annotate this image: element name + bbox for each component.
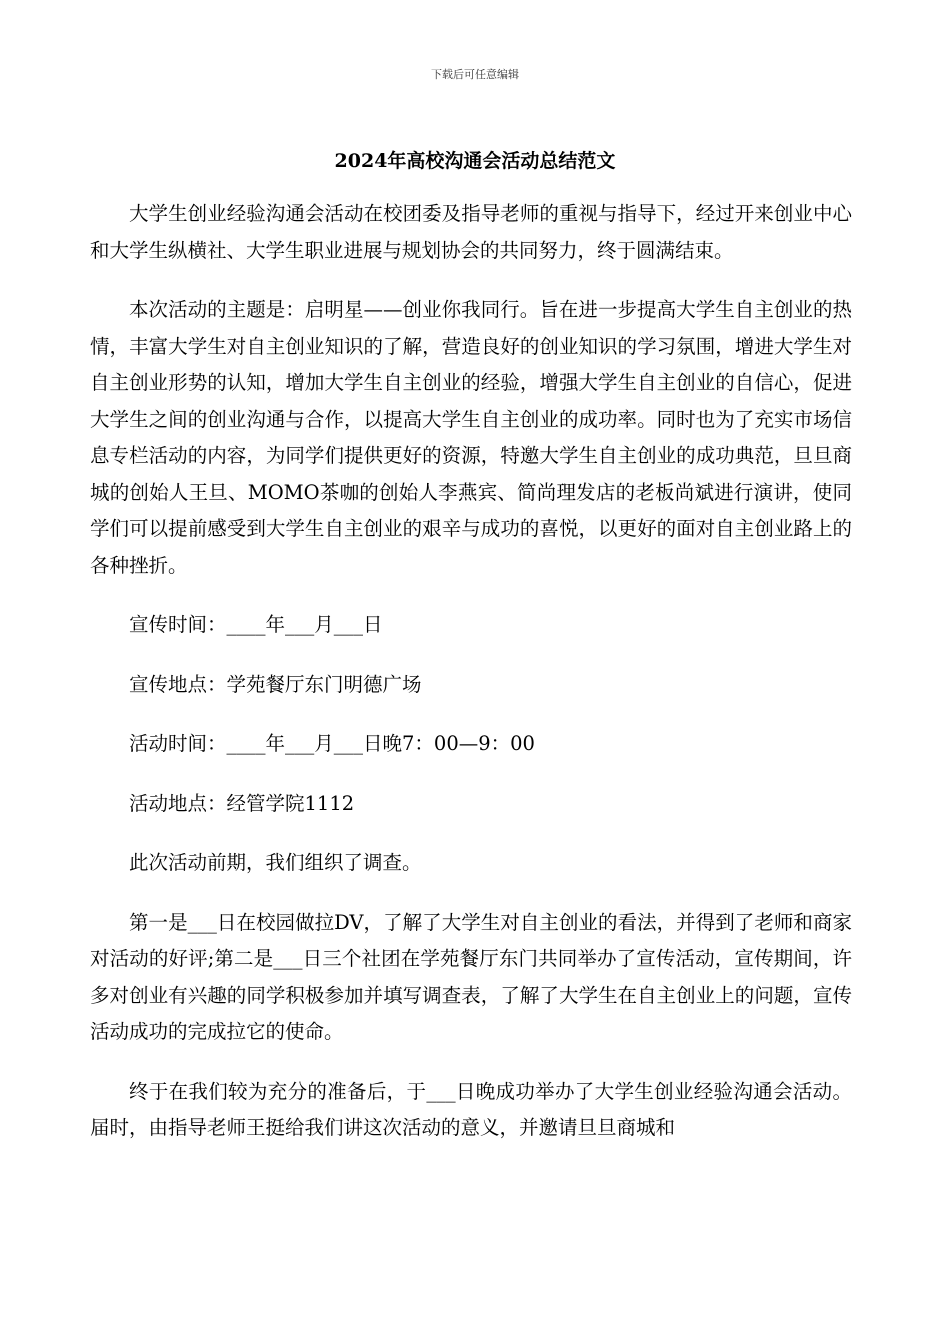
header-note: 下载后可任意编辑	[431, 68, 519, 81]
paragraph-theme: 本次活动的主题是：启明星——创业你我同行。旨在进一步提高大学生自主创业的热情，丰富大学生对自主创业知识的了解，营造良好的创业知识的学习氛围，增进大学生对自主创业形势的认知，增加大学生自主创业的经验，增强大学生自主创业的自信心，促进大学生之间的创业沟通与合作，以提高大学生自主创业的成功率。同时也为了充实市场信息专栏活动的内容，为同学们提供更好的资源，特邀大学生自主创业的成功典范，旦旦商城的创始人王旦、MOMO茶咖的创始人李燕宾、简尚理发店的老板尚斌进行演讲，使同学们可以提前感受到大学生自主创业的艰辛与成功的喜悦，以更好的面对自主创业路上的各种挫折。	[90, 298, 852, 577]
paragraph-promo-location: 宣传地点：学苑餐厅东门明德广场	[129, 672, 422, 696]
document-body	[90, 196, 852, 1170]
paragraph-event-location: 活动地点：经管学院1112	[129, 791, 355, 815]
document-title: 2024年高校沟通会活动总结范文	[334, 150, 616, 172]
paragraph-promo-time: 宣传时间：____年___月___日	[129, 613, 383, 636]
paragraph-event-time: 活动时间：____年___月___日晚7：00—9：00	[129, 732, 535, 755]
paragraph-event-held: 终于在我们较为充分的准备后，于___日晚成功举办了大学生创业经验沟通会活动。届时，由指导老师王挺给我们讲这次活动的意义，并邀请旦旦商城和	[90, 1079, 852, 1139]
paragraph-survey-details: 第一是___日在校园做拉DV，了解了大学生对自主创业的看法，并得到了老师和商家对活动的好评;第二是___日三个社团在学苑餐厅东门共同举办了宣传活动，宣传期间，许多对创业有兴趣的同学积极参加并填写调查表，了解了大学生在自主创业上的问题，宣传活动成功的完成拉它的使命。	[90, 910, 852, 1043]
paragraph-survey-intro: 此次活动前期，我们组织了调查。	[129, 851, 422, 874]
paragraph-intro: 大学生创业经验沟通会活动在校团委及指导老师的重视与指导下，经过开来创业中心和大学生纵横社、大学生职业进展与规划协会的共同努力，终于圆满结束。	[90, 202, 852, 262]
